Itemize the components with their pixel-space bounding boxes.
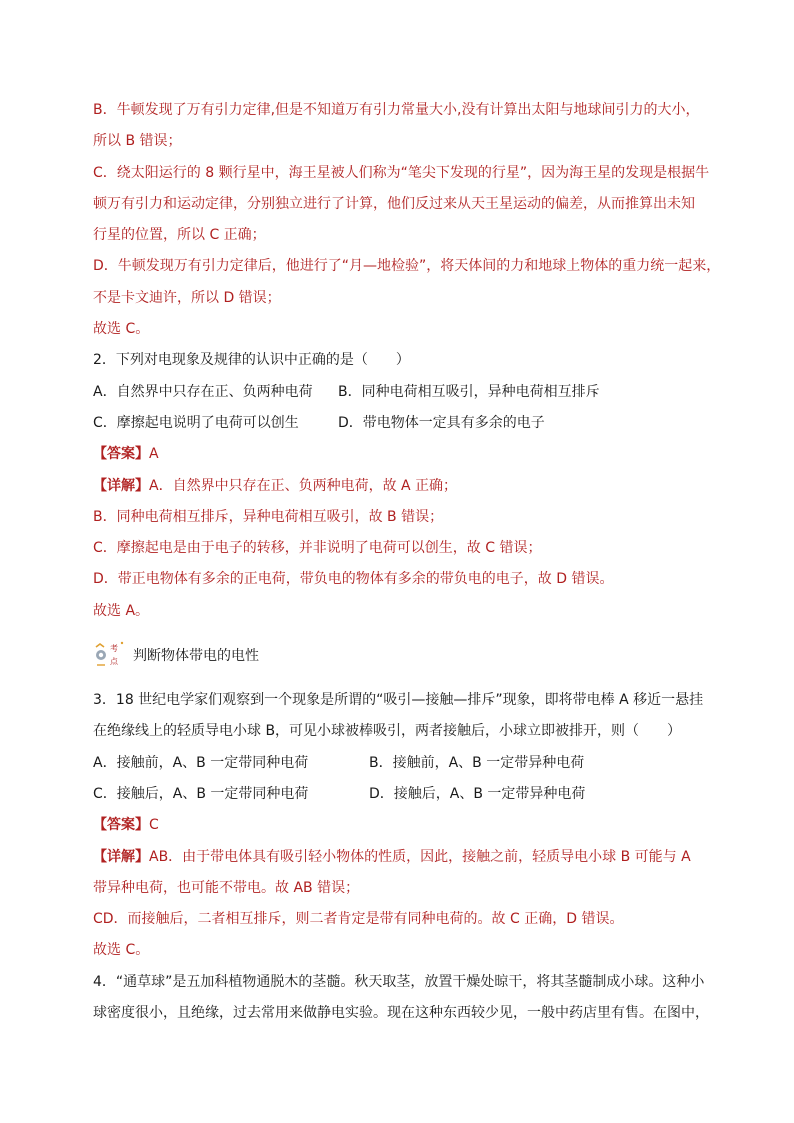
q3-answer-tag: 【答案】: [93, 817, 149, 834]
document-page: [93, 95, 721, 1029]
q4-line1: 4．“通草球”是五加科植物通脱木的茎髓。秋天取茎，放置干燥处晾干，将其茎髓制成小球。这种小: [93, 973, 705, 990]
q2-option-b: B．同种电荷相互吸引，异种电荷相互排斥: [338, 383, 600, 400]
q3-option-b: B．接触前，A、B 一定带异种电荷: [369, 754, 585, 771]
q2-detail-a: [93, 471, 705, 502]
q1-analysis-c-line2: 顿万有引力和运动定律，分别独立进行了计算，他们反过来从天王星运动的偏差，从而推算出未知: [93, 195, 695, 212]
q2-detail-tag: 【详解】: [93, 477, 149, 494]
q2-detail-b: B．同种电荷相互排斥，异种电荷相互吸引，故 B 错误；: [93, 508, 444, 525]
q3-option-c: C．接触后，A、B 一定带同种电荷: [93, 785, 309, 802]
q1-analysis-d-line2: 不是卡文迪许，所以 D 错误；: [93, 289, 281, 306]
q3-detail-cd: CD．而接触后，二者相互排斥，则二者肯定是带有同种电荷的。故 C 正确，D 错误。: [93, 911, 624, 928]
q2-detail-d: D．带正电物体有多余的正电荷，带负电的物体有多余的带负电的电子，故 D 错误。: [93, 571, 614, 588]
q2-answer-value: A: [149, 446, 159, 463]
q3-option-a: A．接触前，A、B 一定带同种电荷: [93, 754, 309, 771]
q3-answer-value: C: [149, 817, 159, 834]
q1-analysis-c-line3: 行星的位置，所以 C 正确；: [93, 227, 266, 244]
q2-answer-tag: 【答案】: [93, 446, 149, 463]
q2-answer: [93, 439, 705, 470]
kaodian-icon-bottom: 点: [110, 657, 118, 667]
q3-choose: 故选 C。: [93, 942, 150, 959]
q2-stem: 2．下列对电现象及规律的认识中正确的是（ ）: [93, 352, 410, 369]
q3-detail-ab-line2: 带异种电荷，也可能不带电。故 AB 错误；: [93, 879, 360, 896]
q3-options-row1: [93, 748, 705, 779]
q3-detail-tag: 【详解】: [93, 848, 149, 865]
q2-options-row2: [93, 408, 705, 439]
q3-stem-line1: 3．18 世纪电学家们观察到一个现象是所谓的“吸引—接触—排斥”现象，即将带电棒 A 移近一悬挂: [93, 692, 704, 709]
q3-answer: [93, 810, 705, 841]
q2-detail-c: C．摩擦起电是由于电子的转移，并非说明了电荷可以创生，故 C 错误；: [93, 540, 542, 557]
q3-option-d: D．接触后，A、B 一定带异种电荷: [369, 785, 586, 802]
kaodian-header: [93, 629, 705, 681]
q2-detail-a-text: A．自然界中只存在正、负两种电荷，故 A 正确；: [149, 477, 458, 494]
q4-line2: 球密度很小，且绝缘，过去常用来做静电实验。现在这种东西较少见，一般中药店里有售。在图中，: [93, 1005, 709, 1022]
q3-detail-ab-line1: [93, 842, 705, 873]
kaodian-icon-top: 考: [110, 644, 118, 654]
q3-stem-line2: 在绝缘线上的轻质导电小球 B，可见小球被棒吸引，两者接触后，小球立即被排开，则（ ）: [93, 723, 682, 740]
q1-choose: 故选 C。: [93, 321, 150, 338]
q1-analysis-c-line1: C．绕太阳运行的 8 颗行星中，海王星被人们称为“笔尖下发现的行星”，因为海王星的发现是根据牛: [93, 164, 710, 181]
q2-choose: 故选 A。: [93, 602, 150, 619]
q2-option-c: C．摩擦起电说明了电荷可以创生: [93, 414, 299, 431]
q1-analysis-b-line2: 所以 B 错误；: [93, 133, 182, 150]
q2-option-d: D．带电物体一定具有多余的电子: [338, 414, 545, 431]
q3-options-row2: [93, 779, 705, 810]
q1-analysis-b-line1: B．牛顿发现了万有引力定律,但是不知道万有引力常量大小,没有计算出太阳与地球间引力的大小，: [93, 102, 700, 118]
kaodian-label: 判断物体带电的电性: [133, 648, 259, 665]
q2-option-a: A．自然界中只存在正、负两种电荷: [93, 383, 313, 400]
q2-options-row1: [93, 377, 705, 408]
q3-detail-ab-text: AB．由于带电体具有吸引轻小物体的性质，因此，接触之前，轻质导电小球 B 可能与 A: [149, 848, 691, 865]
kaodian-icon: [93, 638, 127, 672]
q1-analysis-d-line1: D．牛顿发现万有引力定律后，他进行了“月—地检验”，将天体间的力和地球上物体的重力统一起来，: [93, 258, 721, 275]
